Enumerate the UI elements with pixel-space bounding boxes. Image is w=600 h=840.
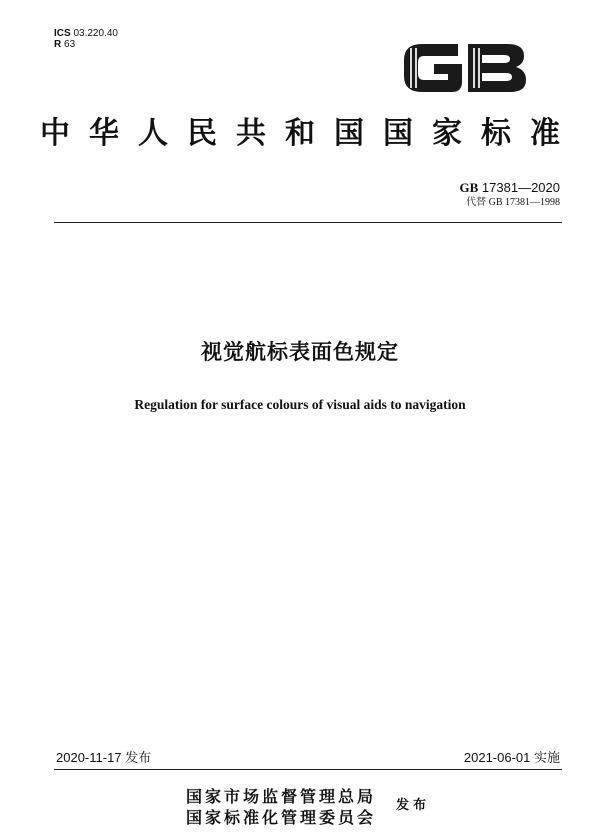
standard-number (460, 180, 561, 196)
top-divider (54, 222, 562, 223)
gb-logo-letter-g (404, 44, 462, 92)
ics-label: ICS (54, 28, 71, 39)
bottom-divider (54, 769, 562, 770)
chinese-title: 视觉航标表面色规定 (201, 340, 399, 364)
issue-date: 2020-11-17 发布 (56, 750, 152, 765)
ics-line (54, 28, 118, 39)
r-label: R (54, 39, 62, 50)
replaces-standard: 代替 GB 17381—1998 (466, 197, 560, 208)
standard-prefix: GB (459, 180, 479, 195)
standard-number-block (460, 180, 561, 209)
issuer-samr: 国家市场监督管理总局 (186, 787, 377, 806)
issuing-authorities (186, 786, 376, 828)
national-standard-heading: 中华人民共和国国家标准 (40, 116, 562, 151)
r-code: 63 (64, 39, 76, 50)
gb-logo-letter-b (468, 44, 526, 92)
standard-code: 17381—2020 (481, 180, 560, 195)
issuer-sac: 国家标准化管理委员会 (186, 808, 377, 827)
r-line (54, 39, 118, 50)
classification-codes (54, 28, 118, 50)
publish-label: 发布 (396, 798, 431, 813)
ics-code: 03.220.40 (73, 28, 118, 39)
implementation-date: 2021-06-01 实施 (463, 750, 560, 765)
english-title: Regulation for surface colours of visual aids to navigation (134, 397, 466, 412)
gb-logo-icon (400, 36, 530, 100)
